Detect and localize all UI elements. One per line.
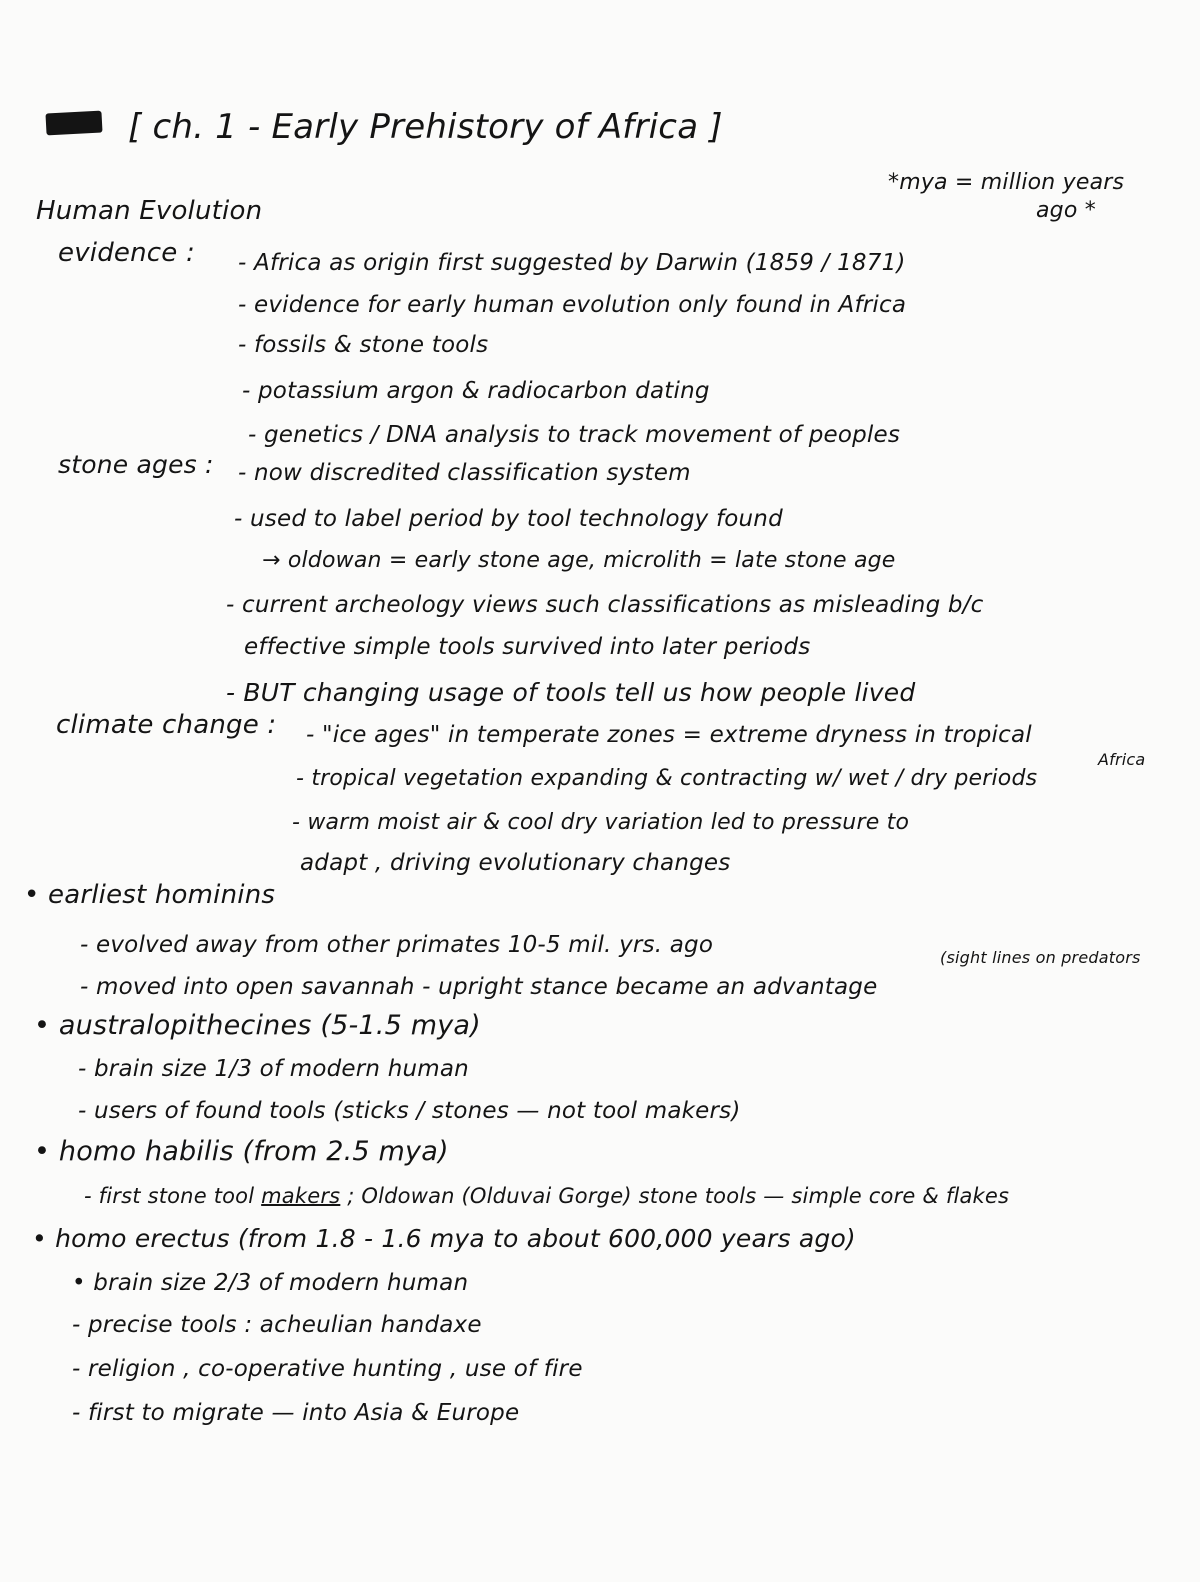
stone-ages-item: - current archeology views such classifications as misleading b/c (226, 592, 984, 618)
evidence-item: - fossils & stone tools (238, 332, 489, 358)
section-heading: Human Evolution (36, 196, 263, 226)
climate-item: Africa (1098, 750, 1146, 769)
australopithecines-item: - brain size 1/3 of modern human (78, 1056, 469, 1082)
australopithecines-item: - users of found tools (sticks / stones — not tool makers) (78, 1098, 741, 1124)
australopithecines-heading: • australopithecines (5-1.5 mya) (34, 1010, 481, 1041)
mya-note-line-1: *mya = million years (888, 170, 1125, 195)
climate-item: - "ice ages" in temperate zones = extreme dryness in tropical (306, 722, 1032, 748)
stone-ages-label: stone ages : (58, 450, 214, 479)
habilis-item (84, 1186, 1009, 1207)
makers-underlined: makers (261, 1184, 341, 1208)
erectus-item: • brain size 2/3 of modern human (72, 1270, 469, 1296)
evidence-item: - potassium argon & radiocarbon dating (242, 378, 710, 404)
climate-item: - warm moist air & cool dry variation led to pressure to (292, 810, 910, 835)
erectus-item: - religion , co-operative hunting , use of fire (72, 1356, 583, 1382)
stone-ages-item: effective simple tools survived into later periods (244, 634, 811, 660)
habilis-text-part: ; Oldowan (Olduvai Gorge) stone tools — simple core & flakes (340, 1184, 1010, 1208)
evidence-item: - evidence for early human evolution only found in Africa (238, 292, 907, 318)
hominins-heading: • earliest hominins (24, 880, 276, 910)
stone-ages-item: → oldowan = early stone age, microlith = late stone age (262, 548, 896, 573)
page-title: [ ch. 1 - Early Prehistory of Africa ] (128, 107, 723, 147)
hominins-item: - evolved away from other primates 10-5 mil. yrs. ago (80, 932, 714, 958)
climate-item: adapt , driving evolutionary changes (300, 850, 731, 876)
habilis-text-part: - first stone tool (84, 1184, 262, 1208)
stone-ages-item: - now discredited classification system (238, 460, 691, 486)
evidence-item: - genetics / DNA analysis to track movement of peoples (248, 422, 901, 448)
habilis-heading: • homo habilis (from 2.5 mya) (34, 1136, 449, 1167)
scribble-mark (45, 111, 102, 136)
evidence-item: - Africa as origin first suggested by Darwin (1859 / 1871) (238, 250, 906, 276)
hominins-item: - moved into open savannah - upright stance became an advantage (80, 974, 878, 1000)
hominins-aside: (sight lines on predators (940, 948, 1141, 967)
stone-ages-item: - BUT changing usage of tools tell us how people lived (226, 678, 916, 707)
stone-ages-item: - used to label period by tool technology found (234, 506, 783, 532)
mya-note-line-2: ago * (1036, 198, 1096, 223)
climate-item: - tropical vegetation expanding & contracting w/ wet / dry periods (296, 766, 1038, 791)
erectus-heading: • homo erectus (from 1.8 - 1.6 mya to about 600,000 years ago) (32, 1224, 856, 1253)
erectus-item: - first to migrate — into Asia & Europe (72, 1400, 520, 1426)
evidence-label: evidence : (58, 238, 195, 268)
erectus-item: - precise tools : acheulian handaxe (72, 1312, 482, 1338)
climate-label: climate change : (56, 710, 277, 740)
